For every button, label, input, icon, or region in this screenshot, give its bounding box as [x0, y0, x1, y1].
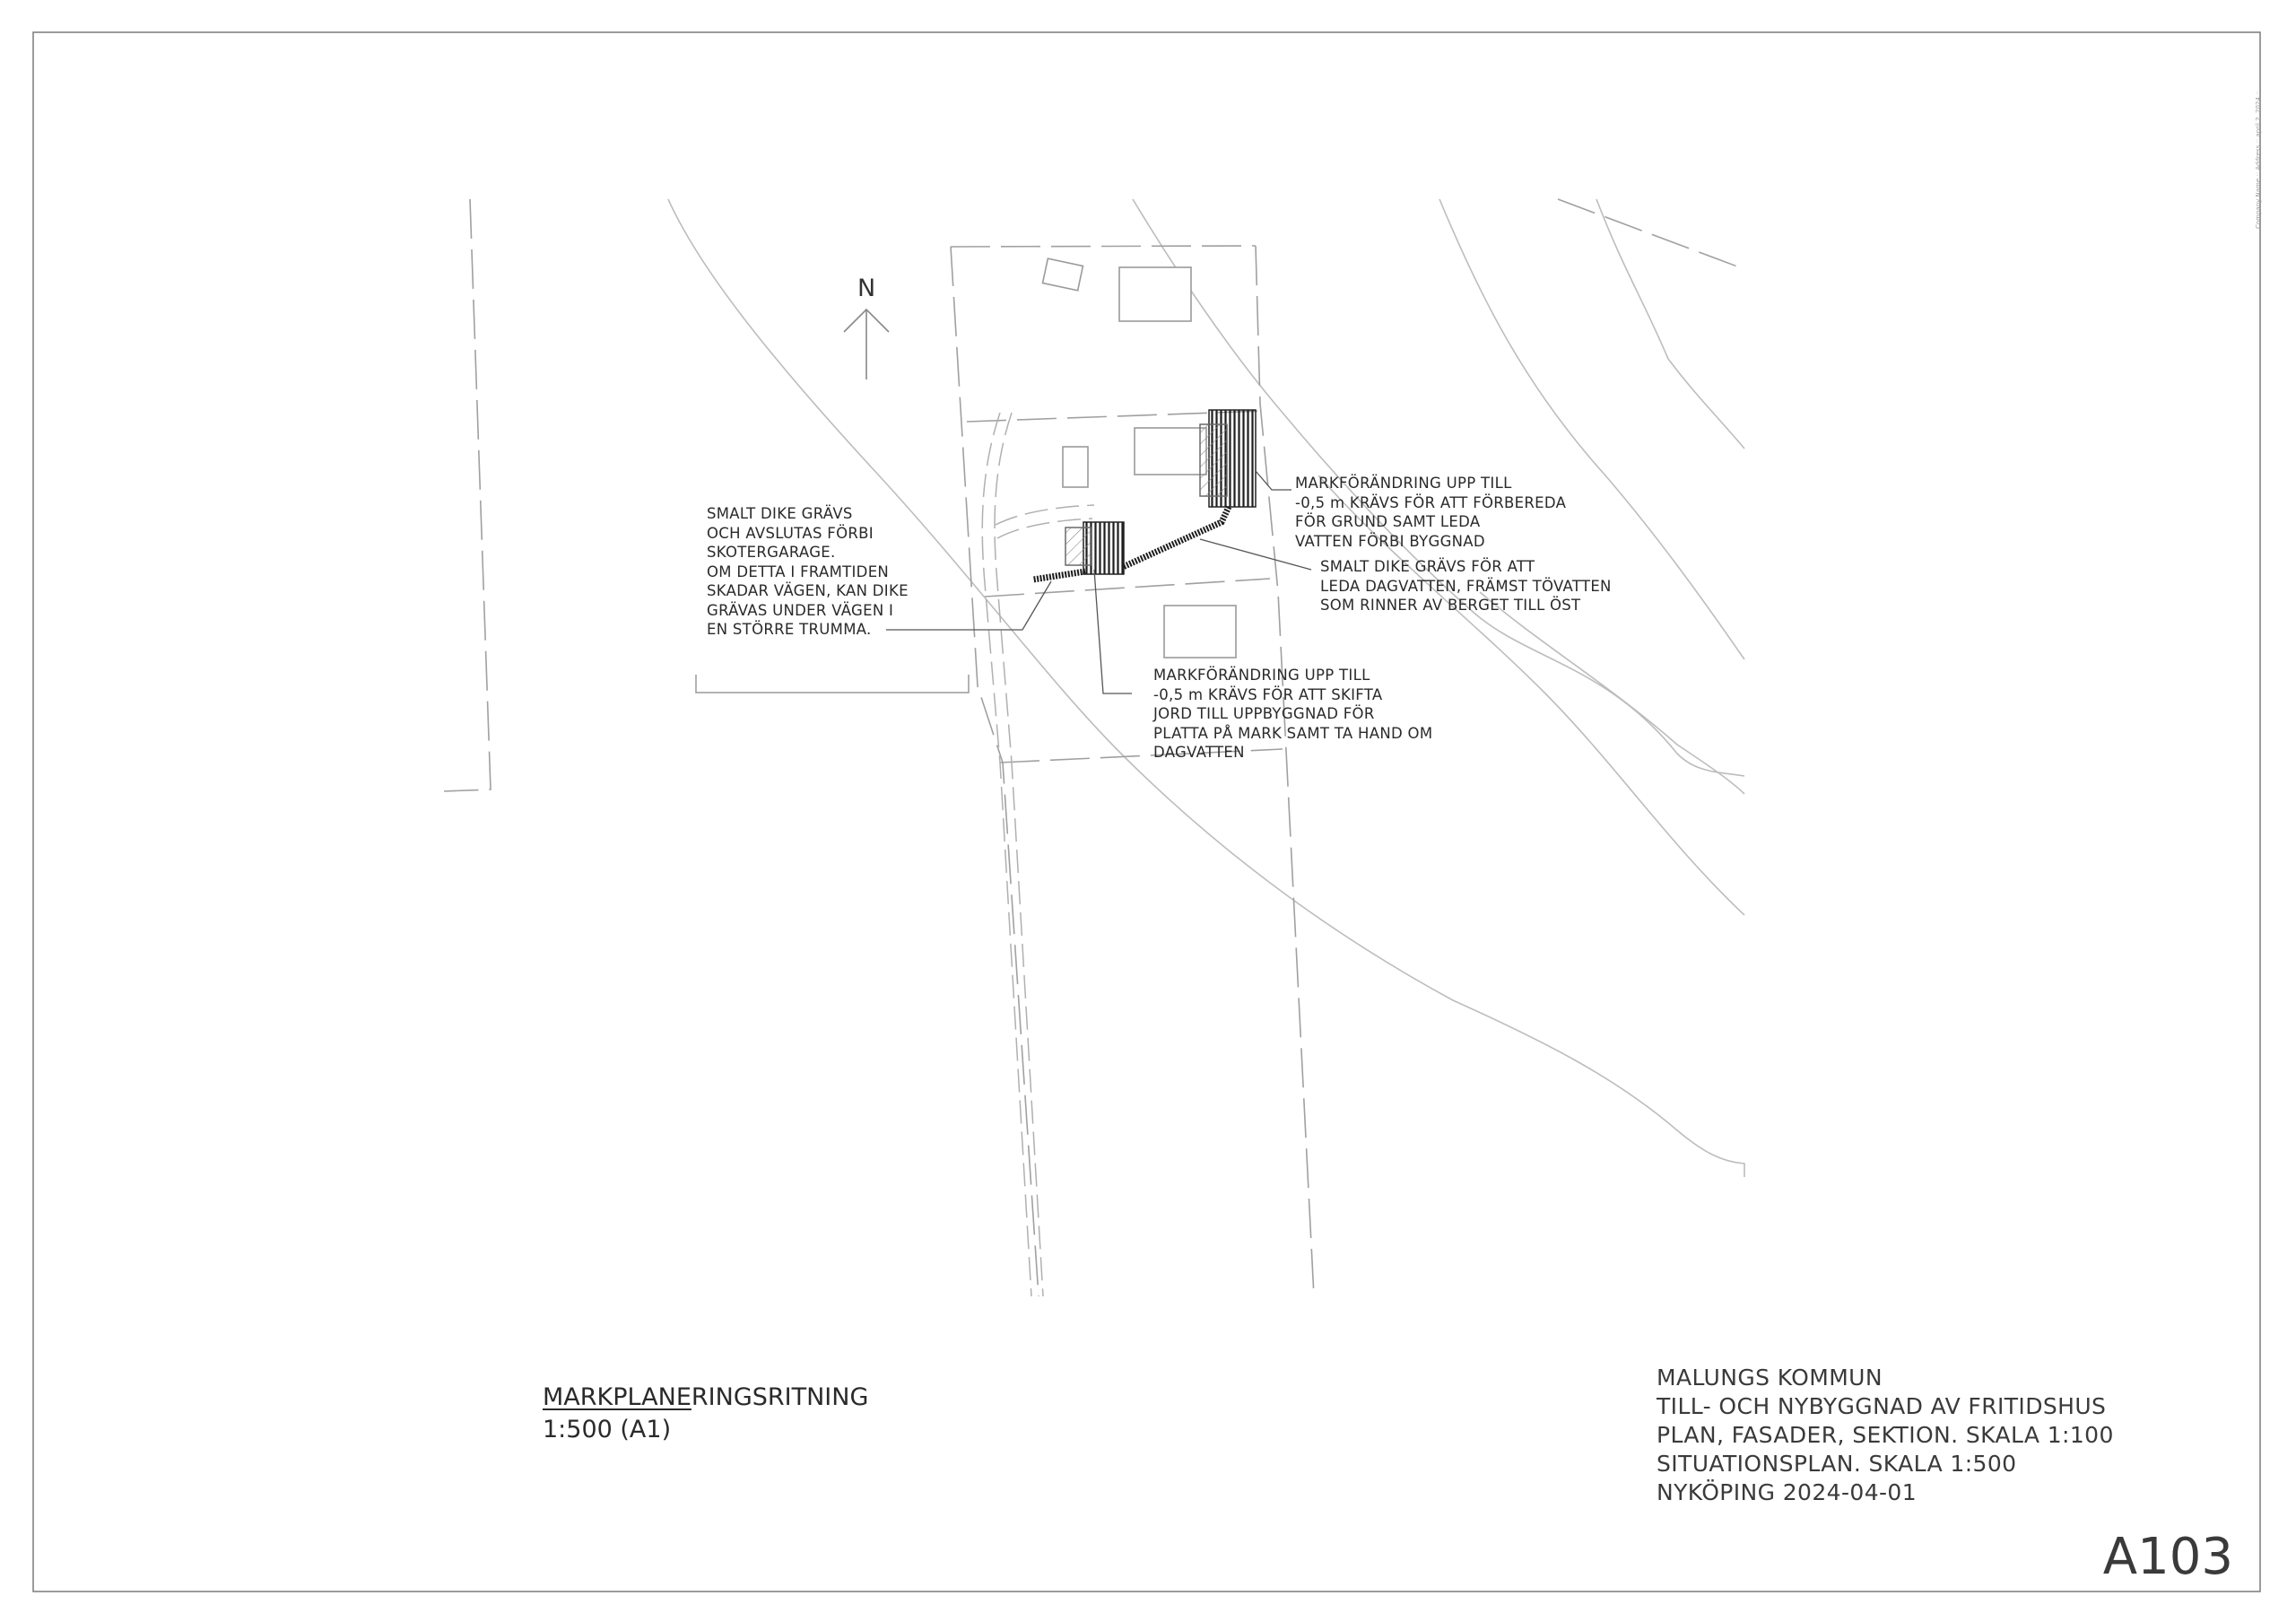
note-line: SKADAR VÄGEN, KAN DIKE: [707, 582, 909, 599]
note-line: SMALT DIKE GRÄVS FÖR ATT: [1320, 558, 1535, 575]
drawing-title: [543, 1382, 868, 1446]
sheet-number: A103: [2102, 1528, 2233, 1586]
note-line: SMALT DIKE GRÄVS: [707, 505, 853, 522]
main-building: [1200, 410, 1256, 507]
property-line-mid-2: [985, 579, 1270, 597]
project-site-plan-scale: SITUATIONSPLAN. SKALA 1:500: [1657, 1451, 2017, 1477]
note-line: MARKFÖRÄNDRING UPP TILL: [1295, 475, 1512, 492]
drawing-title-rest: RINGSRITNING: [691, 1383, 869, 1411]
note-line: PLATTA PÅ MARK SAMT TA HAND OM: [1153, 724, 1433, 742]
drawing-title-underlined: MARKPLANE: [543, 1383, 691, 1411]
project-description: TILL- OCH NYBYGGNAD AV FRITIDSHUS: [1657, 1393, 2107, 1419]
drawing-scale: 1:500 (A1): [543, 1416, 672, 1443]
annotation-grading-garage: [1153, 666, 1432, 763]
contour-line-4: [1596, 199, 1744, 449]
road-edge-2: [995, 413, 1043, 1296]
leader-grading-main: [1256, 471, 1292, 490]
contour-line-6: [1480, 592, 1744, 794]
property-line-plot-north: [951, 246, 1256, 247]
annotation-dike-east: [1320, 557, 1612, 615]
ditch-garage: [1033, 571, 1085, 580]
note-line: FÖR GRUND SAMT LEDA: [1295, 513, 1481, 530]
title-block: [1657, 1364, 2114, 1507]
note-line: SOM RINNER AV BERGET TILL ÖST: [1320, 597, 1581, 614]
building-small-north: [1043, 258, 1083, 291]
garage-building: [1065, 522, 1124, 574]
project-place-date: NYKÖPING 2024-04-01: [1657, 1479, 1918, 1505]
annotation-grading-main: [1295, 474, 1566, 551]
note-line: EN STÖRRE TRUMMA.: [707, 621, 872, 638]
note-line: -0,5 m KRÄVS FÖR ATT FÖRBEREDA: [1295, 493, 1567, 511]
note-line: OM DETTA I FRAMTIDEN: [707, 562, 890, 580]
building-middle: [1135, 428, 1206, 475]
margin-info: Company Name :: Address :: april 2, 2024 ::: [2255, 91, 2262, 229]
building-north: [1119, 267, 1191, 321]
north-arrow-icon: [844, 310, 889, 379]
property-line-west: [444, 199, 491, 791]
note-line: MARKFÖRÄNDRING UPP TILL: [1153, 667, 1370, 684]
project-municipality: MALUNGS KOMMUN: [1657, 1365, 1883, 1391]
garage-footprint: [1065, 528, 1091, 565]
property-line-northeast: [1558, 199, 1744, 269]
ditch-east: [1123, 507, 1229, 567]
project-drawings-scale: PLAN, FASADER, SEKTION. SKALA 1:100: [1657, 1422, 2114, 1448]
annotation-dike-garage: [707, 504, 909, 640]
ditches: [1033, 507, 1229, 580]
drawing-title-name: [543, 1382, 868, 1414]
road-branch-1: [996, 505, 1094, 525]
property-line-plot-west: [951, 247, 1039, 1296]
note-line: DAGVATTEN: [1153, 744, 1245, 761]
sheet-border: [33, 32, 2260, 1591]
note-line: -0,5 m KRÄVS FÖR ATT SKIFTA: [1153, 685, 1383, 703]
note-line: OCH AVSLUTAS FÖRBI: [707, 524, 874, 542]
property-line-plot-east: [1256, 246, 1314, 1296]
main-building-footprint: [1200, 424, 1227, 496]
property-lines: [444, 199, 1744, 1296]
note-bracket: [696, 675, 969, 693]
note-line: GRÄVAS UNDER VÄGEN I: [707, 601, 894, 619]
building-middle-small: [1063, 447, 1088, 487]
leader-dike-garage: [886, 581, 1051, 630]
road-edge-1: [982, 413, 1031, 1296]
note-line: VATTEN FÖRBI BYGGNAD: [1295, 532, 1485, 550]
north-arrow-label: N: [857, 275, 876, 302]
building-south: [1164, 606, 1236, 658]
note-line: SKOTERGARAGE.: [707, 544, 836, 561]
note-line: LEDA DAGVATTEN, FRÄMST TÖVATTEN: [1320, 577, 1612, 595]
note-line: JORD TILL UPPBYGGNAD FÖR: [1153, 705, 1375, 722]
